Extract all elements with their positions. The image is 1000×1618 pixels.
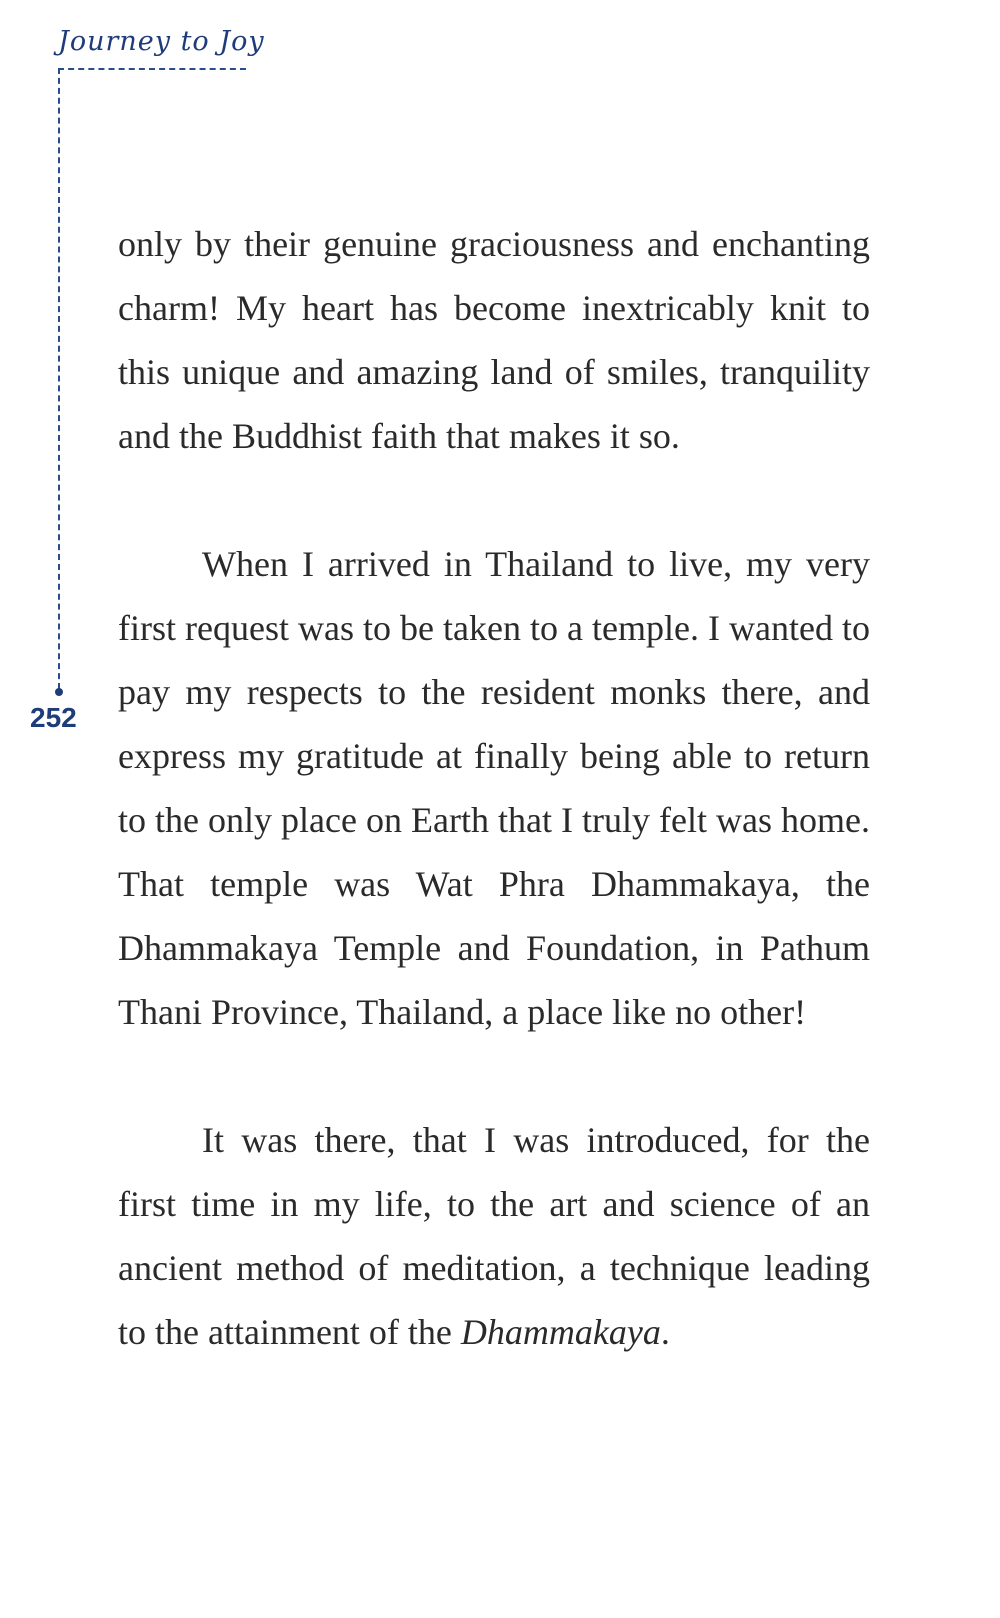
paragraph-meditation-end: . — [660, 1312, 670, 1352]
margin-rule-dot — [55, 688, 63, 696]
paragraph-arrival: When I arrived in Thailand to live, my very first request was to be taken to a temple. I wanted to pay my respects to the resident monks there, and express my gratitude at finally being able to return to the only place on Earth that I truly felt was home. That temple was Wat Phra Dhammakaya, the Dhammakaya Temple and Foundation, in Pathum Thani Province, Thailand, a place like no other! — [118, 544, 870, 1032]
header-dashed-rule — [58, 68, 246, 70]
body-text — [118, 212, 870, 1364]
margin-dashed-rule — [58, 68, 60, 689]
paragraph-meditation — [118, 1108, 870, 1364]
paragraph-meditation-text: It was there, that I was introduced, for the first time in my life, to the art and science of an ancient method of meditation, a technique leading to the attainment of the — [118, 1120, 870, 1352]
paragraph-continued: only by their genuine graciousness and enchanting charm! My heart has become inextricably knit to this unique and amazing land of smiles, tranquility and the Buddhist faith that makes it so. — [118, 224, 870, 456]
emphasis-dhammakaya: Dhammakaya — [460, 1312, 661, 1352]
running-header-title: Journey to Joy — [58, 26, 265, 57]
page-number: 252 — [30, 702, 77, 733]
